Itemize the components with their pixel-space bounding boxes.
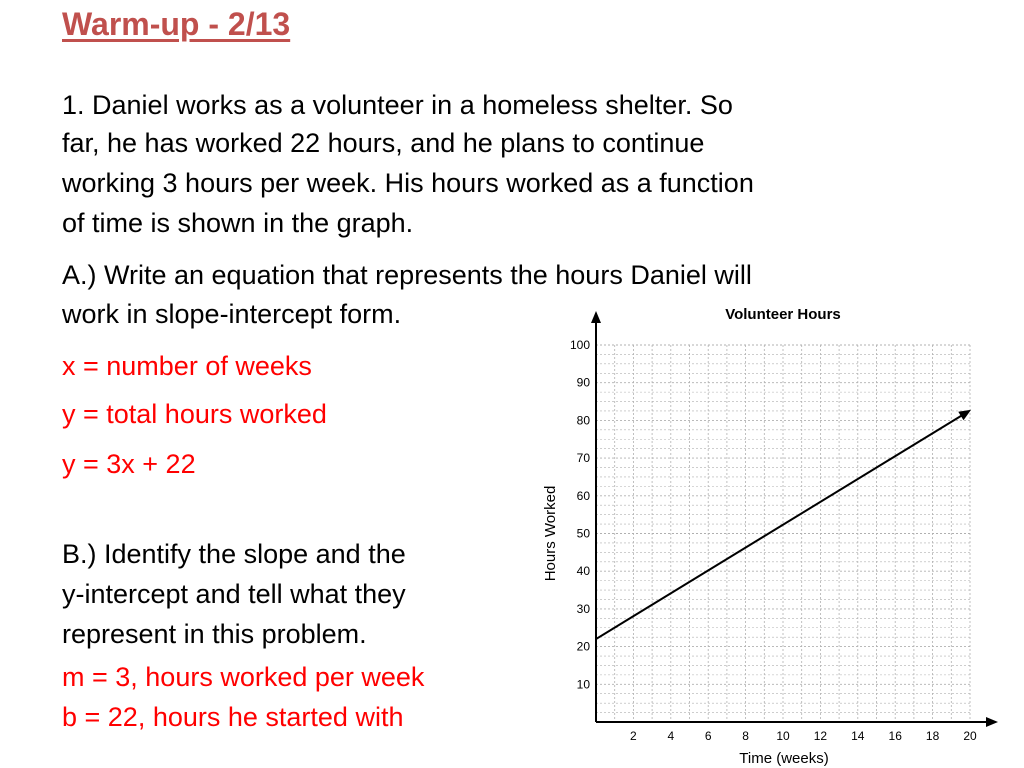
- chart-labels: [542, 306, 977, 767]
- x-tick-label: 20: [963, 729, 977, 743]
- volunteer-hours-chart: [530, 295, 1010, 768]
- x-tick-label: 4: [667, 729, 675, 743]
- x-axis-label: Time (weeks): [739, 750, 829, 767]
- chart-grid: [596, 345, 970, 722]
- x-tick-label: 16: [888, 729, 902, 743]
- series-line: [596, 413, 966, 639]
- x-tick-label: 2: [630, 729, 637, 743]
- y-tick-label: 30: [576, 601, 590, 616]
- part-b-line: B.) Identify the slope and the: [62, 539, 406, 569]
- series-arrow: [958, 410, 971, 421]
- y-axis-label: Hours Worked: [542, 485, 559, 582]
- x-tick-label: 10: [776, 729, 790, 743]
- chart-title: Volunteer Hours: [725, 306, 841, 323]
- y-tick-label: 60: [576, 488, 590, 503]
- part-b-line: represent in this problem.: [62, 619, 367, 649]
- answer-equation: y = 3x + 22: [62, 449, 196, 479]
- y-tick-label: 20: [576, 639, 590, 654]
- y-tick-label: 80: [576, 413, 590, 428]
- chart-series: [596, 410, 971, 639]
- page-title: Warm-up - 2/13: [62, 6, 291, 42]
- y-tick-label: 40: [576, 564, 590, 579]
- y-tick-label: 50: [576, 526, 590, 541]
- part-a-line: work in slope-intercept form.: [62, 299, 402, 329]
- answer-slope: m = 3, hours worked per week: [62, 662, 425, 692]
- problem-line: 1. Daniel works as a volunteer in a homeless shelter. So: [62, 90, 733, 120]
- y-tick-label: 10: [576, 677, 590, 692]
- x-axis-arrow: [986, 717, 998, 727]
- answer-x-definition: x = number of weeks: [62, 351, 312, 381]
- y-tick-label: 100: [569, 338, 590, 352]
- part-b-line: y-intercept and tell what they: [62, 579, 406, 609]
- problem-line: far, he has worked 22 hours, and he plans to continue: [62, 128, 705, 158]
- y-tick-label: 90: [576, 375, 590, 390]
- x-tick-label: 14: [851, 729, 865, 743]
- part-a-line: A.) Write an equation that represents the hours Daniel will: [62, 260, 752, 290]
- x-tick-label: 18: [925, 729, 940, 743]
- x-tick-label: 8: [742, 729, 749, 743]
- y-axis-arrow: [591, 311, 601, 323]
- problem-line: of time is shown in the graph.: [62, 208, 414, 238]
- answer-y-definition: y = total hours worked: [62, 399, 327, 429]
- problem-line: working 3 hours per week. His hours worked as a function: [62, 168, 754, 198]
- answer-intercept: b = 22, hours he started with: [62, 702, 404, 732]
- x-tick-label: 6: [704, 729, 712, 743]
- y-tick-label: 70: [576, 451, 590, 466]
- x-tick-label: 12: [813, 729, 828, 743]
